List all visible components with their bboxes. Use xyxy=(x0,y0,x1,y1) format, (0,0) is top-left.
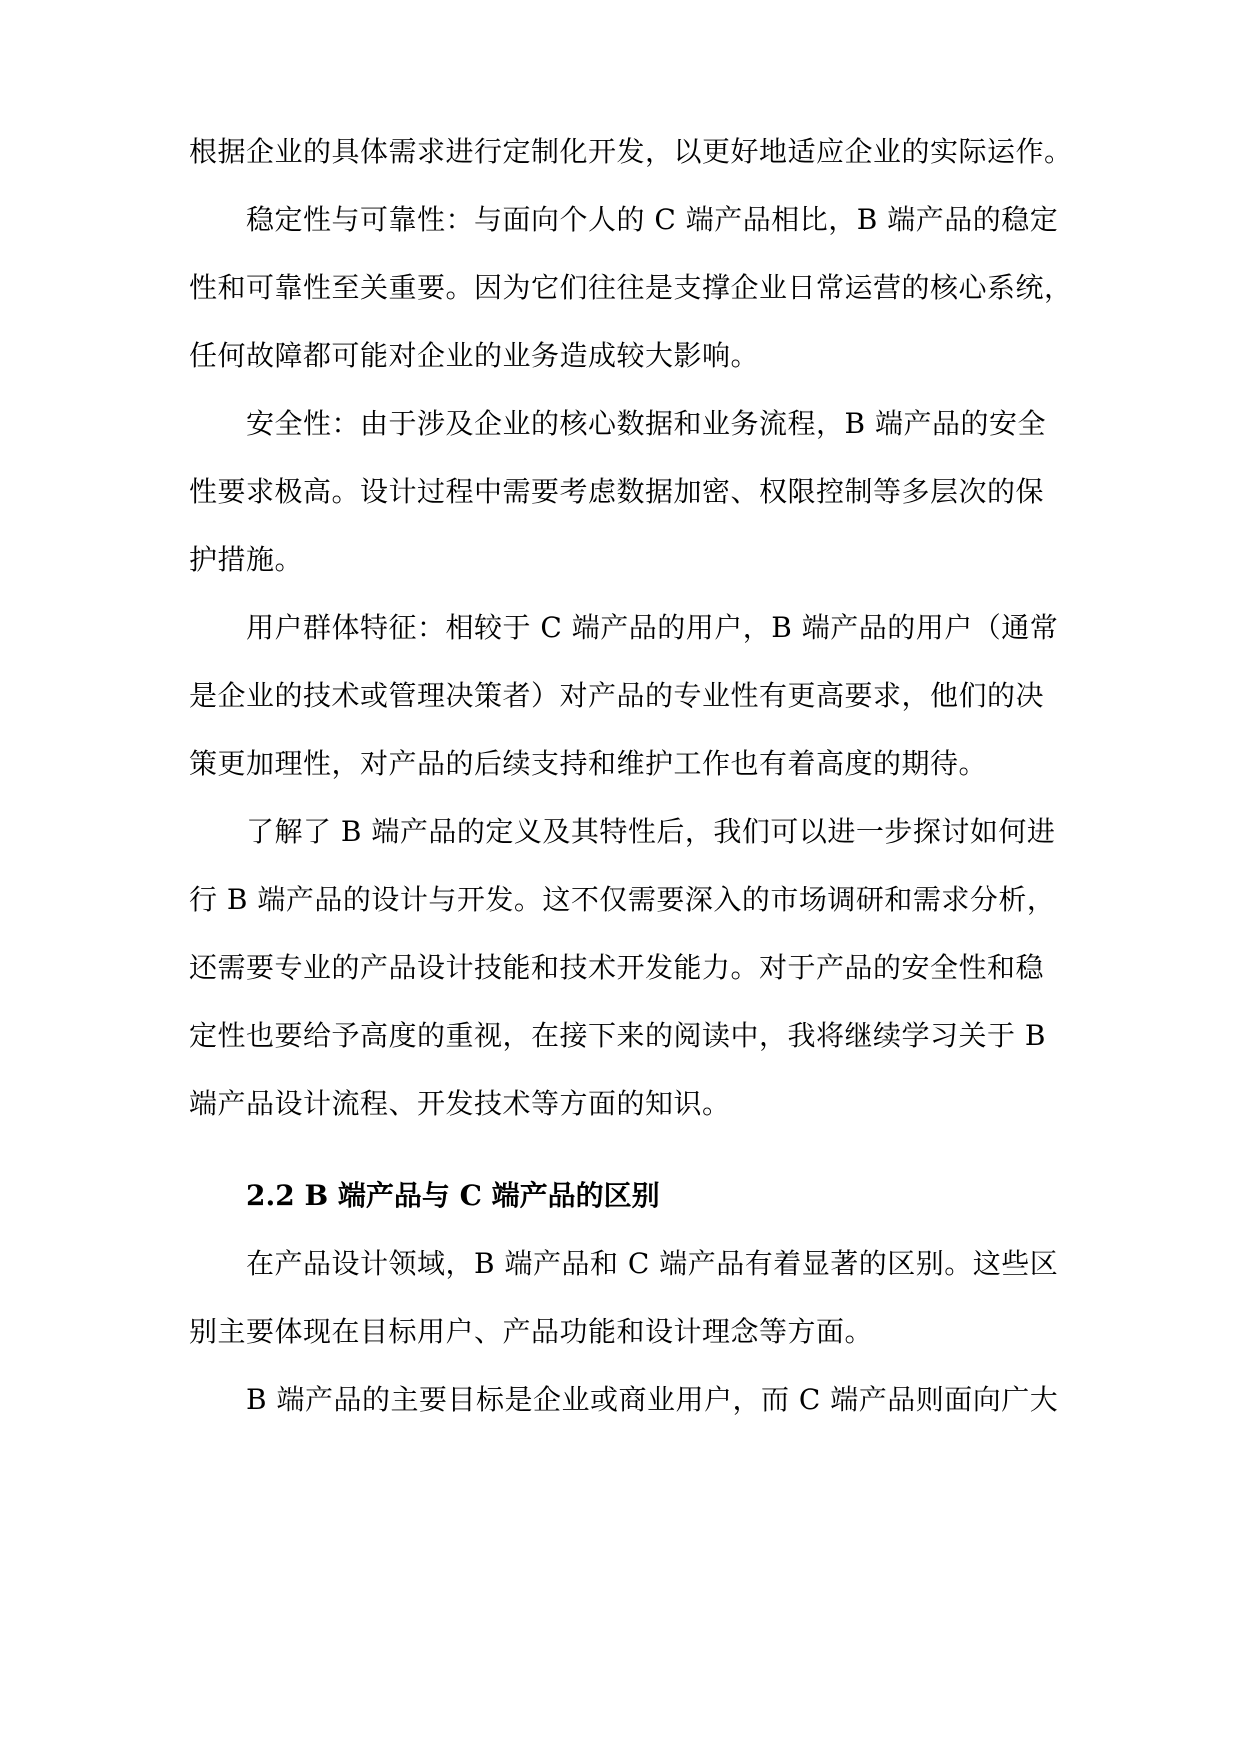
paragraph-line: 护措施。 xyxy=(189,543,304,576)
paragraph-line: 别主要体现在目标用户、产品功能和设计理念等方面。 xyxy=(189,1315,874,1348)
paragraph-line: 安全性：由于涉及企业的核心数据和业务流程，B 端产品的安全 xyxy=(246,407,1046,440)
paragraph-line: 性和可靠性至关重要。因为它们往往是支撑企业日常运营的核心系统， xyxy=(189,271,1073,304)
paragraph-line: 性要求极高。设计过程中需要考虑数据加密、权限控制等多层次的保 xyxy=(189,475,1045,508)
paragraph-line: 是企业的技术或管理决策者）对产品的专业性有更高要求，他们的决 xyxy=(189,679,1045,712)
paragraph-line: 任何故障都可能对企业的业务造成较大影响。 xyxy=(189,339,760,372)
paragraph-line: 了解了 B 端产品的定义及其特性后，我们可以进一步探讨如何进 xyxy=(246,815,1056,848)
paragraph-line: 根据企业的具体需求进行定制化开发，以更好地适应企业的实际运作。 xyxy=(189,135,1073,168)
paragraph-line: 行 B 端产品的设计与开发。这不仅需要深入的市场调研和需求分析， xyxy=(189,883,1056,916)
paragraph-line: 还需要专业的产品设计技能和技术开发能力。对于产品的安全性和稳 xyxy=(189,951,1045,984)
paragraph-line: 策更加理性，对产品的后续支持和维护工作也有着高度的期待。 xyxy=(189,747,988,780)
paragraph-line: 稳定性与可靠性：与面向个人的 C 端产品相比，B 端产品的稳定 xyxy=(246,203,1059,236)
paragraph-line: 定性也要给予高度的重视，在接下来的阅读中，我将继续学习关于 B xyxy=(189,1019,1046,1052)
paragraph-line: 端产品设计流程、开发技术等方面的知识。 xyxy=(189,1087,731,1120)
paragraph-line: B 端产品的主要目标是企业或商业用户，而 C 端产品则面向广大 xyxy=(246,1383,1059,1416)
section-heading: 2.2 B 端产品与 C 端产品的区别 xyxy=(246,1179,660,1212)
paragraph-line: 用户群体特征：相较于 C 端产品的用户，B 端产品的用户（通常 xyxy=(246,611,1059,644)
paragraph-line: 在产品设计领域，B 端产品和 C 端产品有着显著的区别。这些区 xyxy=(246,1247,1059,1280)
